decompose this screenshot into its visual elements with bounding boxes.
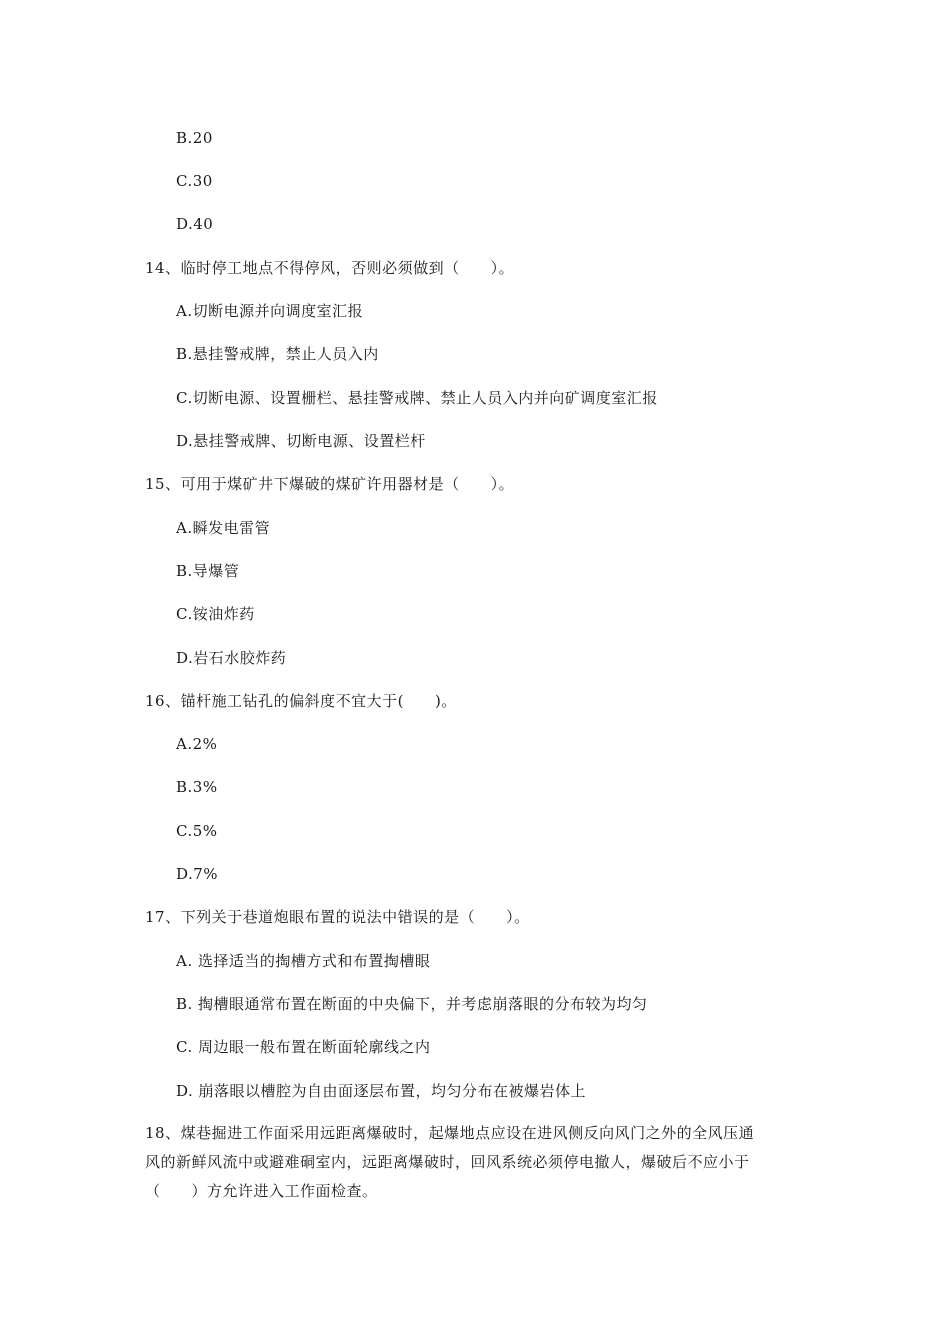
option-14-b: B.悬挂警戒牌，禁止人员入内 (176, 345, 379, 363)
option-15-d: D.岩石水胶炸药 (176, 649, 287, 667)
option-15-a: A.瞬发电雷管 (176, 519, 271, 537)
option-16-b: B.3% (176, 778, 218, 796)
option-14-c: C.切断电源、设置栅栏、悬挂警戒牌、禁止人员入内并向矿调度室汇报 (176, 389, 658, 407)
option-13-c: C.30 (176, 172, 213, 190)
question-18-line-1: 18、煤巷掘进工作面采用远距离爆破时，起爆地点应设在进风侧反向风门之外的全风压通 (145, 1124, 755, 1142)
option-17-b: B. 掏槽眼通常布置在断面的中央偏下，并考虑崩落眼的分布较为均匀 (176, 995, 648, 1013)
question-17-stem: 17、下列关于巷道炮眼布置的说法中错误的是（ ）。 (145, 908, 530, 926)
option-13-b: B.20 (176, 129, 213, 147)
option-16-c: C.5% (176, 822, 218, 840)
question-18-line-2: 风的新鲜风流中或避难硐室内，远距离爆破时，回风系统必须停电撤人，爆破后不应小于 (145, 1153, 750, 1171)
option-17-a: A. 选择适当的掏槽方式和布置掏槽眼 (176, 952, 431, 970)
question-18-line-3: （ ）方允许进入工作面检查。 (145, 1182, 378, 1200)
option-14-d: D.悬挂警戒牌、切断电源、设置栏杆 (176, 432, 426, 450)
option-16-a: A.2% (176, 735, 218, 753)
question-16-stem: 16、锚杆施工钻孔的偏斜度不宜大于( )。 (145, 692, 457, 710)
option-15-c: C.铵油炸药 (176, 605, 255, 623)
option-17-c: C. 周边眼一般布置在断面轮廓线之内 (176, 1038, 431, 1056)
question-15-stem: 15、可用于煤矿井下爆破的煤矿许用器材是（ ）。 (145, 475, 515, 493)
option-13-d: D.40 (176, 215, 214, 233)
option-17-d: D. 崩落眼以槽腔为自由面逐层布置，均匀分布在被爆岩体上 (176, 1082, 587, 1100)
question-18-stem (145, 1119, 815, 1206)
option-14-a: A.切断电源并向调度室汇报 (176, 302, 364, 320)
question-14-stem: 14、临时停工地点不得停风，否则必须做到（ ）。 (145, 259, 515, 277)
option-16-d: D.7% (176, 865, 219, 883)
option-15-b: B.导爆管 (176, 562, 240, 580)
